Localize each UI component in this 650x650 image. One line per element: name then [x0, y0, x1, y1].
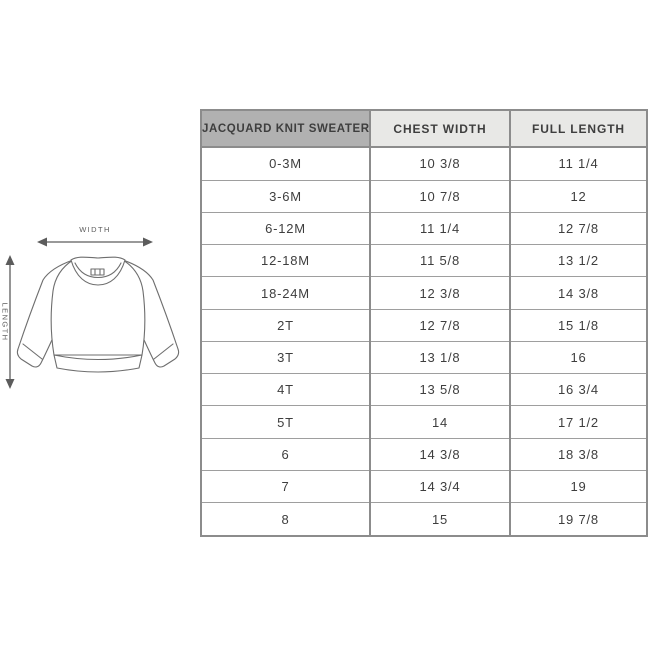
table-row [201, 374, 647, 406]
chest-width-cell: 15 [370, 503, 510, 536]
size-table-body [201, 147, 647, 536]
chest-width-cell: 12 7/8 [370, 309, 510, 341]
width-arrow [37, 238, 153, 247]
full-length-cell: 18 3/8 [510, 438, 647, 470]
full-length-cell: 17 1/2 [510, 406, 647, 438]
table-row [201, 212, 647, 244]
sweater-outline [17, 257, 178, 372]
full-length-cell: 14 3/8 [510, 277, 647, 309]
size-cell: 5T [201, 406, 370, 438]
size-cell: 12-18M [201, 245, 370, 277]
table-row [201, 245, 647, 277]
table-row [201, 438, 647, 470]
chest-width-cell: 14 3/4 [370, 470, 510, 502]
size-cell: 6-12M [201, 212, 370, 244]
chest-width-cell: 13 1/8 [370, 341, 510, 373]
table-header-full-length: FULL LENGTH [510, 110, 647, 147]
size-table-header [201, 110, 647, 147]
size-cell: 3T [201, 341, 370, 373]
chest-width-cell: 12 3/8 [370, 277, 510, 309]
size-cell: 2T [201, 309, 370, 341]
size-cell: 4T [201, 374, 370, 406]
size-table [200, 109, 648, 537]
chest-width-cell: 11 1/4 [370, 212, 510, 244]
size-cell: 6 [201, 438, 370, 470]
table-row [201, 341, 647, 373]
full-length-cell: 19 [510, 470, 647, 502]
full-length-cell: 16 3/4 [510, 374, 647, 406]
width-dimension-label: WIDTH [79, 225, 111, 234]
chest-width-cell: 14 3/8 [370, 438, 510, 470]
full-length-cell: 11 1/4 [510, 147, 647, 180]
chest-width-cell: 13 5/8 [370, 374, 510, 406]
table-row [201, 277, 647, 309]
table-row [201, 309, 647, 341]
full-length-cell: 15 1/8 [510, 309, 647, 341]
size-cell: 18-24M [201, 277, 370, 309]
chest-width-cell: 11 5/8 [370, 245, 510, 277]
full-length-cell: 19 7/8 [510, 503, 647, 536]
table-row [201, 503, 647, 536]
table-row [201, 180, 647, 212]
chest-width-cell: 14 [370, 406, 510, 438]
table-row [201, 406, 647, 438]
sweater-illustration [0, 215, 190, 395]
size-cell: 8 [201, 503, 370, 536]
chest-width-cell: 10 7/8 [370, 180, 510, 212]
full-length-cell: 13 1/2 [510, 245, 647, 277]
sweater-line-drawing [0, 215, 190, 395]
size-cell: 3-6M [201, 180, 370, 212]
full-length-cell: 16 [510, 341, 647, 373]
chest-width-cell: 10 3/8 [370, 147, 510, 180]
table-header-chest-width: CHEST WIDTH [370, 110, 510, 147]
length-dimension-label: LENGTH [0, 302, 10, 342]
table-row [201, 147, 647, 180]
table-header-product-name: JACQUARD KNIT SWEATER [201, 110, 370, 147]
full-length-cell: 12 7/8 [510, 212, 647, 244]
table-row [201, 470, 647, 502]
full-length-cell: 12 [510, 180, 647, 212]
size-cell: 7 [201, 470, 370, 502]
size-cell: 0-3M [201, 147, 370, 180]
header-row [201, 110, 647, 147]
